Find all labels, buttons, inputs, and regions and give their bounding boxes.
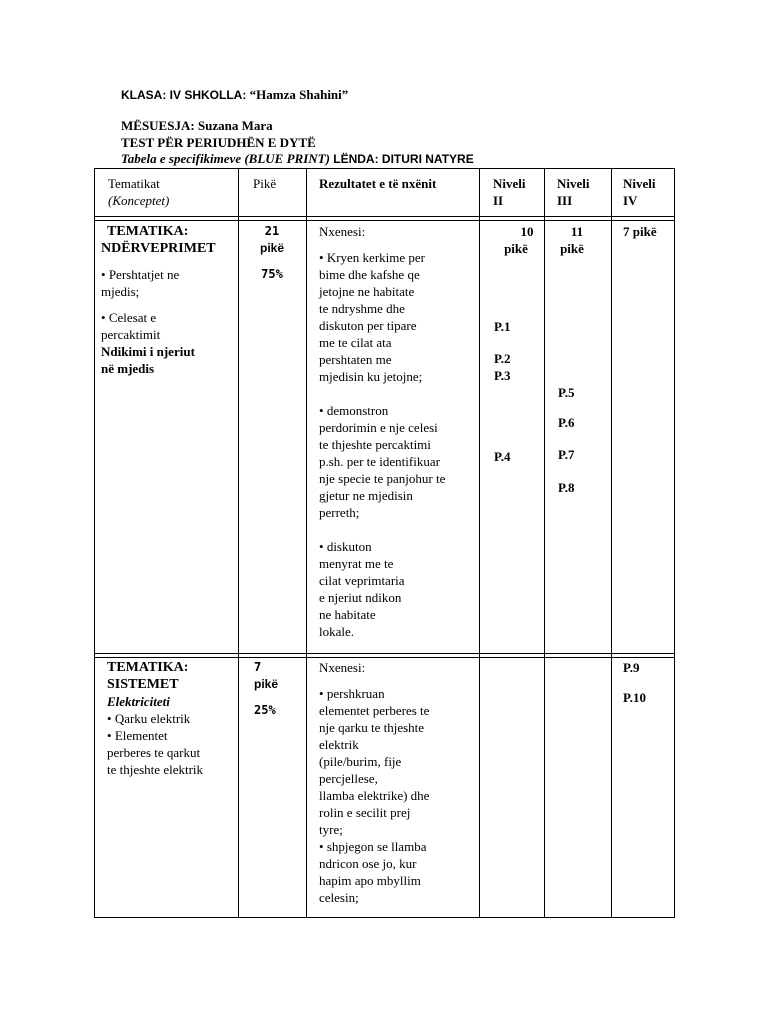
row2-outcome1-line: elektrik <box>319 737 359 752</box>
header-niveli-iv <box>623 175 656 209</box>
row1-outcome1-line: me te cilat ata <box>319 335 392 350</box>
row1-outcome1-line: diskuton per tipare <box>319 318 417 333</box>
row1-outcomes-cell <box>319 223 445 640</box>
col-line-3 <box>479 168 480 918</box>
spec-subject-line <box>121 151 474 167</box>
row1-concept3-line1: Ndikimi i njeriut <box>101 344 195 359</box>
class-school-line <box>121 87 348 103</box>
test-title: TEST PËR PERIUDHËN E DYTË <box>121 135 316 150</box>
row1-outcome2-line: te thjeshte percaktimi <box>319 437 431 452</box>
row1-n2-q3: P.3 <box>494 368 511 383</box>
class-label: KLASA: IV SHKOLLA: <box>121 88 250 102</box>
row2-points-number: 7 <box>254 660 262 674</box>
row2-outcome1-line: llamba elektrike) dhe <box>319 788 430 803</box>
row2-sub: Elektriciteti <box>107 694 170 709</box>
row2-outcome1-line: • pershkruan <box>319 685 429 702</box>
specification-table <box>94 168 675 918</box>
row1-theme-name: NDËRVEPRIMET <box>101 241 216 256</box>
header-niveli-ii <box>493 175 526 209</box>
table-divider-header <box>94 216 675 217</box>
row2-outcome1-line: percjellese, <box>319 771 378 786</box>
row2-concept2-line3: te thjeshte elektrik <box>107 762 204 777</box>
row1-outcome3-line: e njeriut ndikon <box>319 590 402 605</box>
col-line-5 <box>611 168 612 918</box>
row2-outcome1-line: elementet perberes te <box>319 703 430 718</box>
row1-outcome1-line: pershtaten me <box>319 352 392 367</box>
row2-outcome2-line: celesin; <box>319 890 359 905</box>
row2-outcome2-line: hapim apo mbyllim <box>319 873 421 888</box>
row1-outcome2-line: perreth; <box>319 505 360 520</box>
row2-outcome1-line: tyre; <box>319 822 343 837</box>
row1-outcome2-line: nje specie te panjohur te <box>319 471 446 486</box>
row1-concept2-line1: • Celesat e <box>101 309 216 326</box>
row1-n4-points: 7 pikë <box>623 224 657 239</box>
row1-outcome1-line: bime dhe kafshe qe <box>319 267 420 282</box>
row2-points-cell <box>254 659 278 719</box>
row1-outcome1-line: te ndryshme dhe <box>319 301 405 316</box>
row2-outcome1-line: (pile/burim, fije <box>319 754 402 769</box>
row2-outcome2-line: • shpjegon se llamba <box>319 838 429 855</box>
table-divider-header-2 <box>94 220 675 221</box>
header-tematikat-text: Tematikat <box>108 176 160 191</box>
row2-theme-cell <box>101 659 203 778</box>
table-border-bottom <box>94 917 675 918</box>
row2-outcome1-line: rolin e secilit prej <box>319 805 411 820</box>
row2-outcome1-line: nje qarku te thjeshte <box>319 720 425 735</box>
row2-n4-q10: P.10 <box>623 690 646 705</box>
row1-outcome3-line: menyrat me te <box>319 556 394 571</box>
row1-outcome3-line: cilat veprimtaria <box>319 573 405 588</box>
col-line-2 <box>306 168 307 918</box>
row1-outcome2-line: p.sh. per te identifikuar <box>319 454 440 469</box>
col-line-4 <box>544 168 545 918</box>
row1-outcome3-line: lokale. <box>319 624 355 639</box>
row2-theme-label: TEMATIKA: <box>107 660 189 675</box>
row2-theme-name: SISTEMET <box>107 677 179 692</box>
row1-n3-number: 11 <box>570 224 584 239</box>
row1-n3-points <box>552 223 592 257</box>
table-divider-row <box>94 653 675 654</box>
header-pike: Pikë <box>253 176 277 191</box>
row1-outcome3-line: ne habitate <box>319 607 376 622</box>
row1-points-number: 21 <box>264 224 280 238</box>
school-name: “Hamza Shahini” <box>249 87 349 102</box>
row2-intro: Nxenesi: <box>319 660 366 675</box>
row1-n3-q7: P.7 <box>558 447 575 462</box>
row2-outcomes-cell <box>319 659 429 906</box>
row1-outcome2-line: gjetur ne mjedisin <box>319 488 413 503</box>
col-line-1 <box>238 168 239 918</box>
spec-table-label: Tabela e specifikimeve (BLUE PRINT) <box>121 151 330 166</box>
row1-percent: 75% <box>261 267 283 281</box>
row1-n3-word: pikë <box>560 241 584 256</box>
row2-outcome2-line: ndricon ose jo, kur <box>319 856 417 871</box>
row1-theme-label: TEMATIKA: <box>107 224 189 239</box>
row1-intro: Nxenesi: <box>319 224 366 239</box>
header-niveli-iii-number: III <box>557 193 573 208</box>
table-border-top <box>94 168 675 169</box>
row2-concept1: • Qarku elektrik <box>101 710 203 727</box>
row1-n2-q4: P.4 <box>494 449 511 464</box>
row1-concept2-line2: percaktimit <box>101 327 161 342</box>
row1-outcome1-line: mjedisin ku jetojne; <box>319 369 423 384</box>
row1-n2-q1: P.1 <box>494 319 511 334</box>
col-line-0 <box>94 168 95 918</box>
row1-outcome2-line: • demonstron <box>319 402 445 419</box>
header-niveli-ii-number: II <box>493 193 504 208</box>
subject-label: LËNDA: DITURI NATYRE <box>329 152 474 166</box>
row1-n3-q6: P.6 <box>558 415 575 430</box>
row2-concept2-line2: perberes te qarkut <box>107 745 201 760</box>
header-niveli-iv-number: IV <box>623 193 638 208</box>
row1-concept1-line2: mjedis; <box>101 284 140 299</box>
row2-points-word: pikë <box>254 677 279 691</box>
header-tematikat <box>108 175 169 209</box>
row1-n2-q2: P.2 <box>494 351 511 366</box>
row1-n3-q5: P.5 <box>558 385 575 400</box>
row1-outcome2-line: perdorimin e nje celesi <box>319 420 438 435</box>
header-rezultatet: Rezultatet e të nxënit <box>319 176 437 191</box>
header-niveli-iii <box>557 175 590 209</box>
row1-outcome1-line: jetojne ne habitate <box>319 284 415 299</box>
row1-theme-cell <box>101 223 216 377</box>
col-line-6 <box>674 168 675 918</box>
row2-percent: 25% <box>254 703 276 717</box>
row2-concept2-line1: • Elementet <box>101 727 203 744</box>
header-niveli-iv-label: Niveli <box>623 176 656 191</box>
row1-points-word: pikë <box>259 241 284 255</box>
header-niveli-ii-label: Niveli <box>493 176 526 191</box>
row1-outcome1-line: • Kryen kerkime per <box>319 249 445 266</box>
header-konceptet-text: (Konceptet) <box>108 193 170 208</box>
row1-n2-points <box>486 223 546 257</box>
row1-points-cell <box>244 223 300 283</box>
header-niveli-iii-label: Niveli <box>557 176 590 191</box>
row1-outcome3-line: • diskuton <box>319 538 445 555</box>
teacher-line: MËSUESJA: Suzana Mara <box>121 118 273 133</box>
row1-n3-q8: P.8 <box>558 480 575 495</box>
row1-n2-number: 10 <box>520 224 534 239</box>
row1-concept1-line1: • Pershtatjet ne <box>101 266 216 283</box>
table-divider-row-2 <box>94 657 675 658</box>
row1-concept3-line2: në mjedis <box>101 361 155 376</box>
row2-n4-q9: P.9 <box>623 660 640 675</box>
row1-n2-word: pikë <box>504 241 528 256</box>
